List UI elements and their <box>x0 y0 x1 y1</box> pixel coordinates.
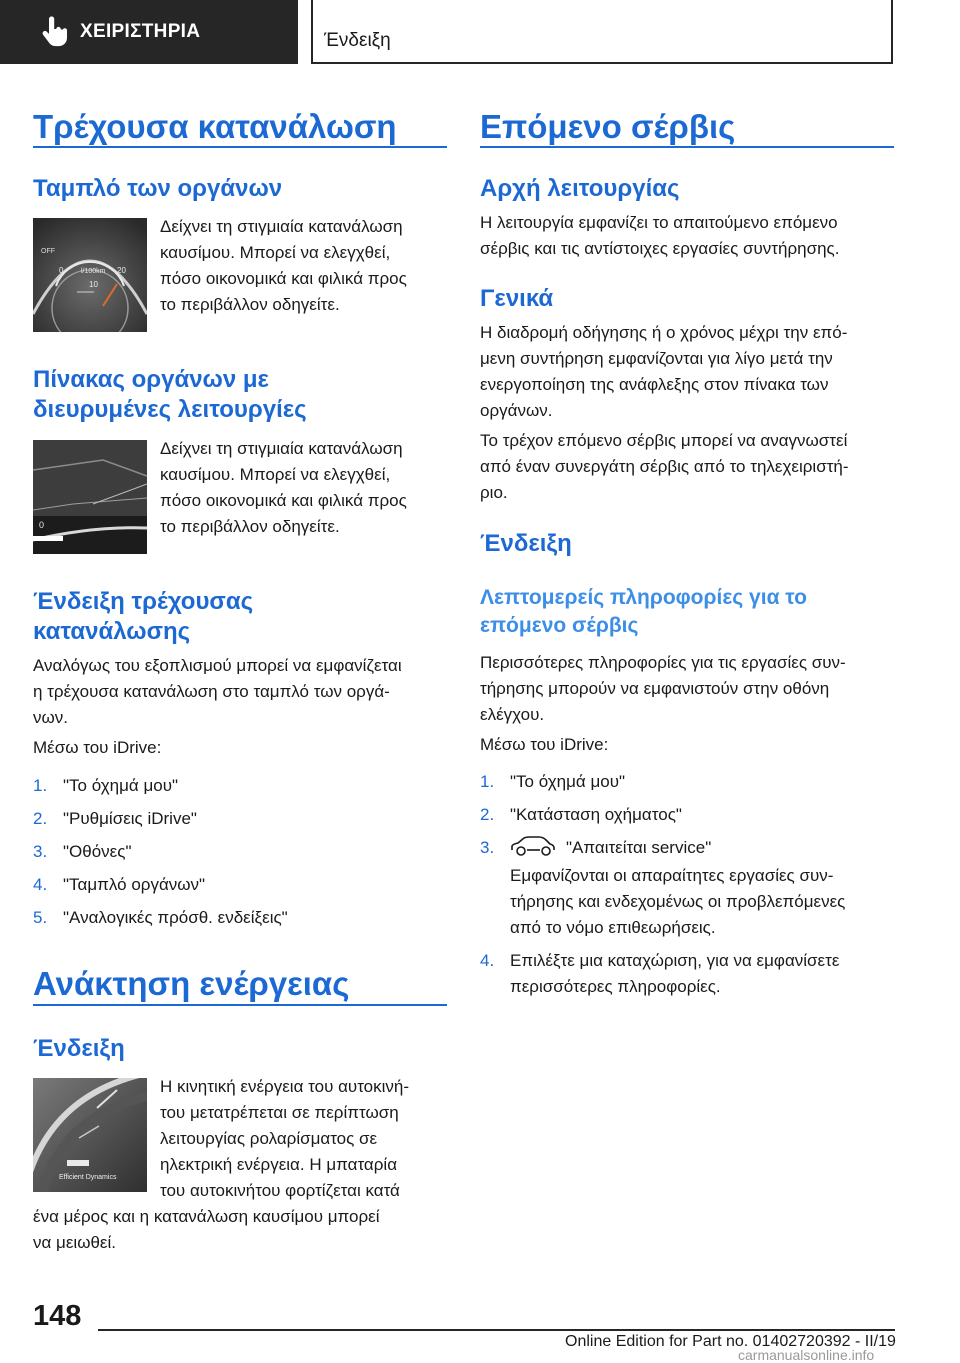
text-line: Εμφανίζονται οι απαραίτητες εργασίες συν- <box>510 866 834 885</box>
step-number: 2. <box>33 809 48 828</box>
heading-current-consumption-display: Ένδειξη τρέχουσας <box>33 588 254 615</box>
text-line: τήρησης και ενδεχομένως οι προβλεπόμενες <box>510 892 846 911</box>
text-line: του αυτοκινήτου φορτίζεται κατά <box>160 1181 400 1200</box>
text-line: Η λειτουργία εμφανίζει το απαιτούμενο επόμενο <box>480 213 838 232</box>
text-line: λειτουργίας ρολαρίσματος σε <box>160 1129 378 1148</box>
heading-general: Γενικά <box>480 285 554 312</box>
step-number: 2. <box>480 805 495 824</box>
section-title-next-service: Επόμενο σέρβις <box>480 108 736 145</box>
text-line: ριο. <box>480 483 508 502</box>
step-number: 4. <box>33 875 48 894</box>
text-line: τήρησης μπορούν να εμφανιστούν στην οθόνη <box>480 679 830 698</box>
section-title-current-consumption: Τρέχουσα κατανάλωση <box>33 108 397 145</box>
subheading-details: Λεπτομερείς πληροφορίες για το <box>480 586 807 609</box>
gauge-tick-20: 20 <box>117 266 126 275</box>
heading-operating-principle: Αρχή λειτουργίας <box>480 175 680 202</box>
step-text: "Ταμπλό οργάνων" <box>63 875 206 894</box>
footer-rule <box>98 1329 895 1331</box>
step-text: "Το όχημά μου" <box>63 776 179 795</box>
text-line: καυσίμου. Μπορεί να ελεγχθεί, <box>160 465 391 484</box>
efficient-dynamics-label: Efficient Dynamics <box>59 1174 117 1181</box>
subheading-details-line2: επόμενο σέρβις <box>480 614 639 637</box>
hand-pointer-icon <box>36 15 70 49</box>
footer-edition-text: Online Edition for Part no. 01402720392 - II/19 <box>565 1333 896 1350</box>
text-line: περισσότερες πληροφορίες. <box>510 977 721 996</box>
text-line: ελέγχου. <box>480 705 545 724</box>
instrument-panel-image <box>33 218 147 332</box>
text-line: του μετατρέπεται σε περίπτωση <box>160 1103 399 1122</box>
title-rule <box>480 146 894 148</box>
gauge-tick-10: 10 <box>89 280 98 289</box>
step-text: "Το όχημά μου" <box>510 772 626 791</box>
car-service-icon <box>510 835 556 857</box>
step-text: "Οθόνες" <box>63 842 132 861</box>
step-text: "Κατάσταση οχήματος" <box>510 805 682 824</box>
step-number: 5. <box>33 908 48 927</box>
heading-extended-panel-line2: διευρυμένες λειτουργίες <box>33 396 307 423</box>
header-section-label: Ένδειξη <box>324 30 391 51</box>
step-text: "Ρυθμίσεις iDrive" <box>63 809 197 828</box>
text-line: Δείχνει τη στιγμιαία κατανάλωση <box>160 217 403 236</box>
text-line: η τρέχουσα κατανάλωση στο ταμπλό των οργά- <box>33 682 390 701</box>
watermark: carmanualsonline.info <box>738 1347 875 1363</box>
text-line: πόσο οικονομικά και φιλικά προς <box>160 491 407 510</box>
step-number: 4. <box>480 951 495 970</box>
step-number: 3. <box>33 842 48 861</box>
text-line: καυσίμου. Μπορεί να ελεγχθεί, <box>160 243 391 262</box>
text-line: Αναλόγως του εξοπλισμού μπορεί να εμφανίζεται <box>33 656 402 675</box>
text-line: ένα μέρος και η κατανάλωση καυσίμου μπορεί <box>33 1207 380 1226</box>
gauge-off-label: OFF <box>41 248 55 255</box>
gauge-tick-0: 0 <box>59 266 64 275</box>
section-title-energy-recovery: Ανάκτηση ενέργειας <box>33 965 350 1002</box>
text-line: πόσο οικονομικά και φιλικά προς <box>160 269 407 288</box>
step-text: Επιλέξτε μια καταχώριση, για να εμφανίσετε <box>510 951 840 970</box>
header-section-box <box>311 0 893 64</box>
text-line: ηλεκτρική ενέργεια. Η μπαταρία <box>160 1155 398 1174</box>
step-number: 1. <box>480 772 495 791</box>
text-line: ενεργοποίηση της ανάφλεξης στον πίνακα των <box>480 375 829 394</box>
title-rule <box>33 146 447 148</box>
text-line: να μειωθεί. <box>33 1233 117 1252</box>
step-number: 3. <box>480 838 495 857</box>
text-line: Η κινητική ενέργεια του αυτοκινή- <box>160 1077 410 1096</box>
text-line: μενη συντήρηση εμφανίζονται για λίγο μετά την <box>480 349 833 368</box>
heading-current-consumption-display-line2: κατανάλωσης <box>33 618 191 645</box>
text-line: Δείχνει τη στιγμιαία κατανάλωση <box>160 439 403 458</box>
via-idrive-text: Μέσω του iDrive: <box>33 738 162 757</box>
heading-display: Ένδειξη <box>33 1035 125 1062</box>
gauge-unit-label: l/100km <box>81 268 106 275</box>
step-number: 1. <box>33 776 48 795</box>
page-number: 148 <box>33 1300 82 1332</box>
step-text: "Αναλογικές πρόσθ. ενδείξεις" <box>63 908 288 927</box>
heading-extended-panel: Πίνακας οργάνων με <box>33 366 269 393</box>
title-rule <box>33 1004 447 1006</box>
step-text: "Απαιτείται service" <box>566 838 712 857</box>
text-line: το περιβάλλον οδηγείτε. <box>160 295 340 314</box>
text-line: Το τρέχον επόμενο σέρβις μπορεί να αναγνωστεί <box>480 431 848 450</box>
heading-display-right: Ένδειξη <box>480 530 572 557</box>
gauge-zero-label: 0 <box>39 520 45 530</box>
text-line: από έναν συνεργάτη σέρβις από το τηλεχειριστή- <box>480 457 849 476</box>
text-line: από το νόμο επιθεωρήσεις. <box>510 918 716 937</box>
header-tab-label: ΧΕΙΡΙΣΤΗΡΙΑ <box>80 21 201 42</box>
text-line: το περιβάλλον οδηγείτε. <box>160 517 340 536</box>
text-line: Περισσότερες πληροφορίες για τις εργασίες συν- <box>480 653 846 672</box>
heading-instrument-panel: Ταμπλό των οργάνων <box>33 175 283 202</box>
via-idrive-text: Μέσω του iDrive: <box>480 735 609 754</box>
text-line: οργάνων. <box>480 401 553 420</box>
energy-recovery-image <box>33 1078 147 1192</box>
text-line: νων. <box>33 708 68 727</box>
extended-panel-image <box>33 440 147 554</box>
header-tab[interactable] <box>0 0 298 64</box>
text-line: Η διαδρομή οδήγησης ή ο χρόνος μέχρι την επό- <box>480 323 848 342</box>
text-line: σέρβις και τις αντίστοιχες εργασίες συντήρησης. <box>480 239 840 258</box>
